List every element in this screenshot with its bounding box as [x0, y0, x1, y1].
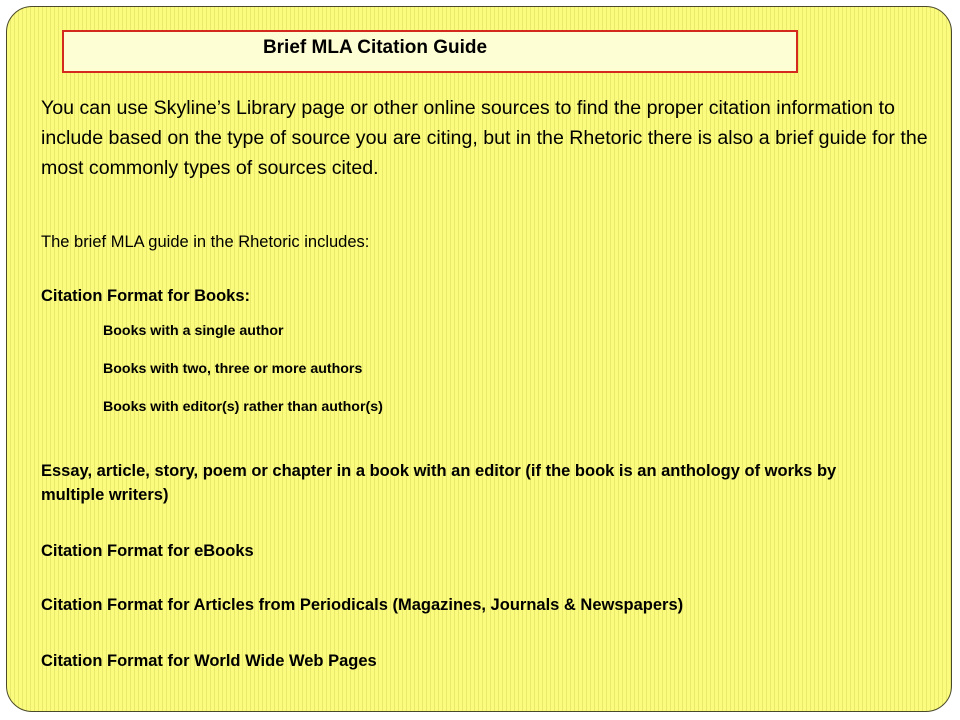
books-item-single-author: Books with a single author — [103, 323, 284, 339]
books-item-editors: Books with editor(s) rather than author(s) — [103, 399, 383, 415]
books-item-multiple-authors: Books with two, three or more authors — [103, 361, 363, 377]
lead-text: The brief MLA guide in the Rhetoric includes: — [41, 233, 370, 251]
slide-panel — [6, 6, 952, 712]
essay-heading: Essay, article, story, poem or chapter in a book with an editor (if the book is an anthology of works by multiple writers) — [41, 462, 837, 504]
slide-title: Brief MLA Citation Guide — [262, 37, 488, 58]
ebooks-heading: Citation Format for eBooks — [41, 542, 254, 560]
periodicals-heading: Citation Format for Articles from Periodicals (Magazines, Journals & Newspapers) — [41, 596, 684, 614]
books-heading: Citation Format for Books: — [41, 287, 250, 305]
web-pages-heading: Citation Format for World Wide Web Pages — [41, 652, 377, 670]
title-box — [62, 30, 798, 73]
intro-paragraph: You can use Skyline’s Library page or other online sources to find the proper citation information to include based on the type of source you are citing, but in the Rhetoric there is also a brief guide for the most commonly types of sources cited. — [41, 97, 928, 179]
